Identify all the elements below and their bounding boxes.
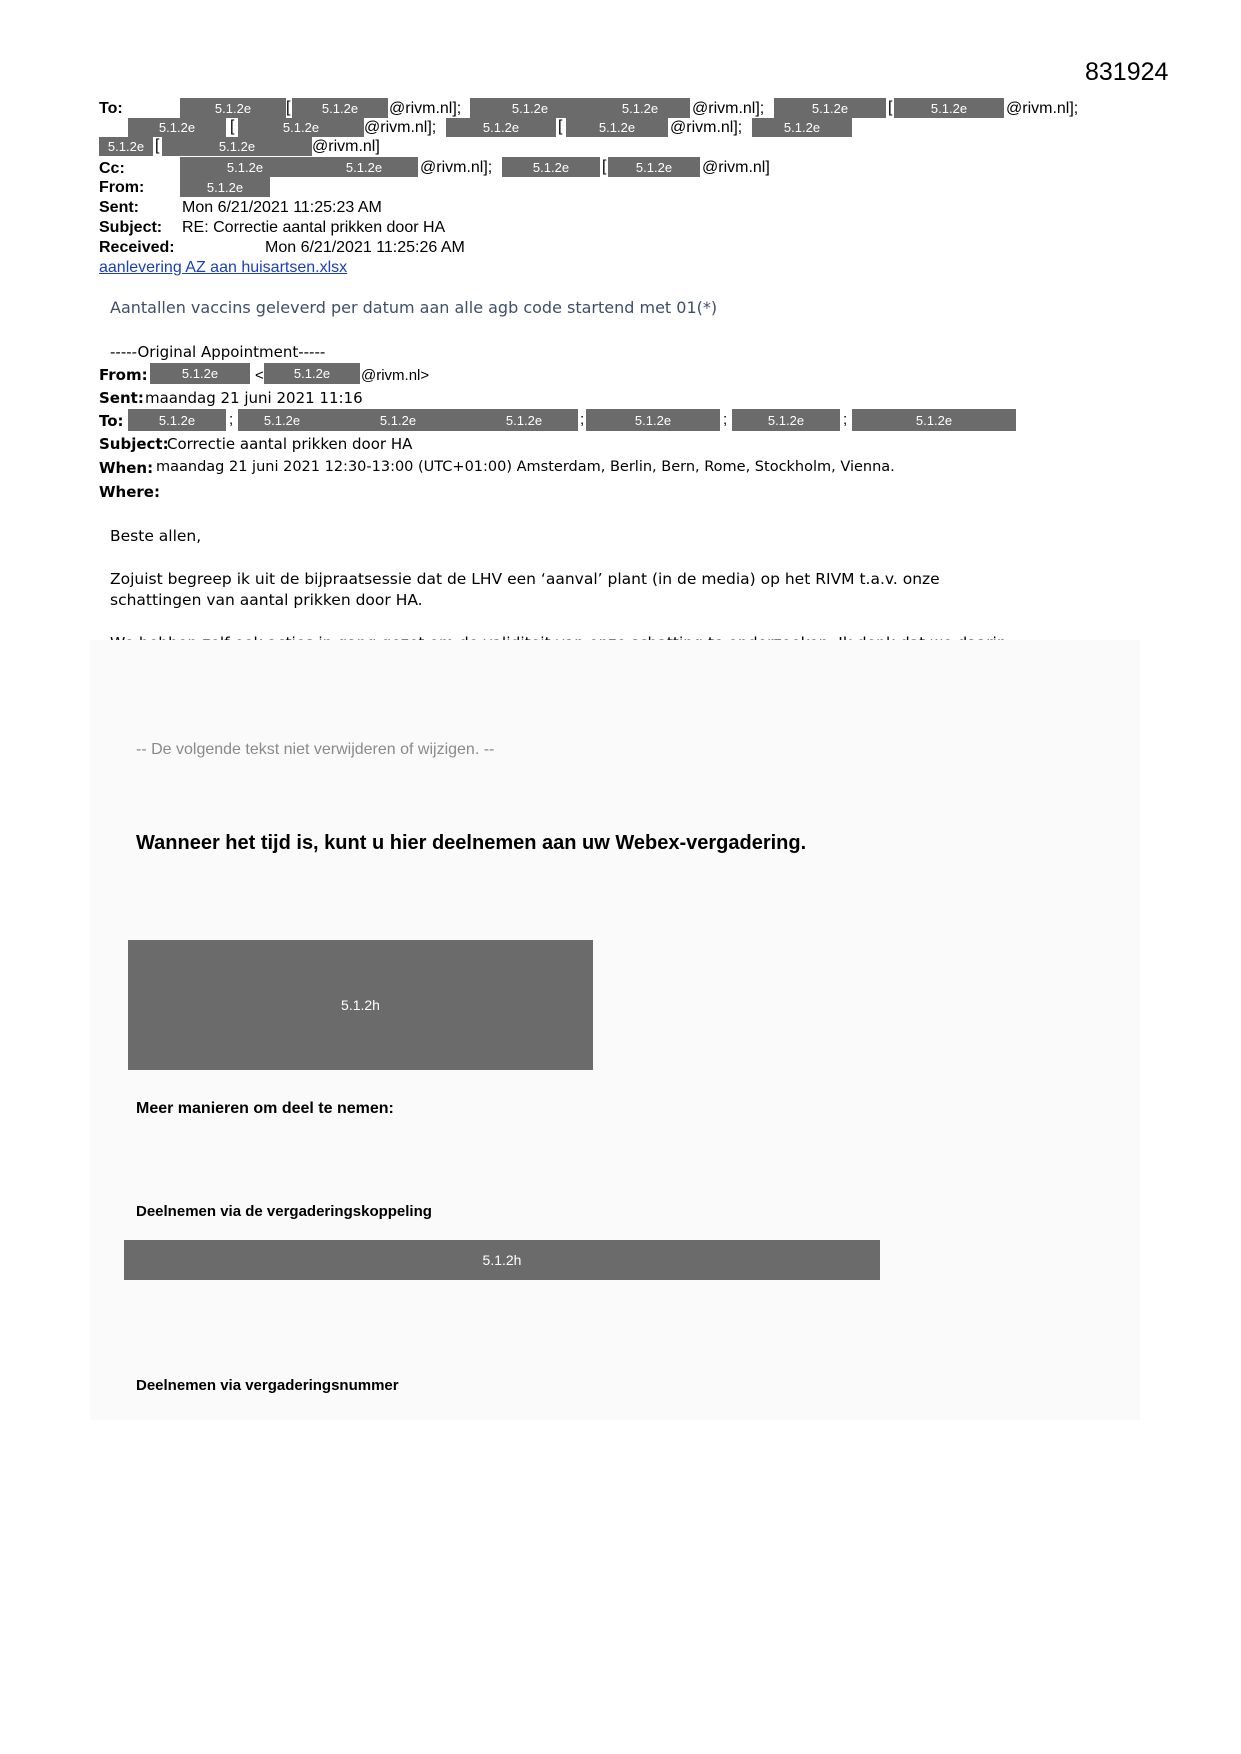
- bracket: [: [155, 137, 160, 154]
- redaction: 5.1.2e: [774, 98, 886, 118]
- redaction: 5.1.2e: [470, 98, 590, 118]
- join-via-number-label: Deelnemen via vergaderingsnummer: [136, 1377, 399, 1394]
- email-domain: @rivm.nl]: [702, 159, 770, 176]
- join-via-link-label: Deelnemen via de vergaderingskoppeling: [136, 1203, 432, 1220]
- redaction: 5.1.2e: [608, 157, 700, 177]
- email-domain: @rivm.nl];: [364, 119, 437, 136]
- redaction: 5.1.2e: [752, 118, 852, 137]
- semicolon: ;: [843, 411, 848, 428]
- attachment-link[interactable]: aanlevering AZ aan huisartsen.xlsx: [99, 259, 348, 276]
- redaction: 5.1.2e: [128, 409, 226, 431]
- more-ways-heading: Meer manieren om deel te nemen:: [136, 1100, 394, 1117]
- sent-value: Mon 6/21/2021 11:25:23 AM: [182, 199, 382, 216]
- email-domain: @rivm.nl];: [692, 100, 765, 117]
- redaction: 5.1.2e: [264, 363, 360, 384]
- subject-value: RE: Correctie aantal prikken door HA: [182, 219, 446, 236]
- orig-sent-value: maandag 21 juni 2021 11:16: [145, 389, 363, 407]
- redaction: 5.1.2e: [326, 409, 470, 431]
- orig-when-label: When:: [99, 459, 154, 477]
- do-not-edit-notice: -- De volgende tekst niet verwijderen of wijzigen. --: [136, 741, 495, 758]
- webex-heading: Wanneer het tijd is, kunt u hier deelnemen aan uw Webex-vergadering.: [136, 832, 807, 854]
- redaction: 5.1.2e: [238, 409, 326, 431]
- redacted-meeting-link: 5.1.2h: [124, 1240, 880, 1280]
- bracket: [: [888, 99, 893, 116]
- orig-when-value: maandag 21 juni 2021 12:30-13:00 (UTC+01:00) Amsterdam, Berlin, Bern, Rome, Stockholm, Vienna.: [156, 459, 895, 475]
- redaction: 5.1.2e: [590, 98, 690, 118]
- sent-label: Sent:: [99, 199, 139, 216]
- redaction: 5.1.2e: [162, 137, 312, 156]
- received-label: Received:: [99, 239, 175, 256]
- received-value: Mon 6/21/2021 11:25:26 AM: [265, 239, 465, 256]
- redaction: 5.1.2e: [238, 118, 364, 137]
- reply-text: Aantallen vaccins geleverd per datum aan alle agb code startend met 01(*): [110, 298, 718, 317]
- email-domain: @rivm.nl]: [312, 138, 380, 155]
- orig-where-label: Where:: [99, 483, 160, 501]
- redaction: 5.1.2e: [586, 409, 720, 431]
- email-domain: @rivm.nl];: [1006, 100, 1079, 117]
- to-label: To:: [99, 100, 123, 117]
- paragraph-1-line-1: Zojuist begreep ik uit de bijpraatsessie dat de LHV een ‘aanval’ plant (in de media) op het RIVM t.a.v. onze: [110, 570, 940, 588]
- redaction: 5.1.2e: [470, 409, 578, 431]
- redaction: 5.1.2e: [446, 118, 556, 137]
- bracket: [: [602, 158, 607, 175]
- orig-to-label: To:: [99, 412, 124, 430]
- bracket: [: [286, 99, 291, 116]
- email-domain: @rivm.nl];: [389, 100, 462, 117]
- orig-from-domain: @rivm.nl>: [361, 367, 430, 384]
- orig-from-label: From:: [99, 366, 148, 384]
- redaction: 5.1.2e: [150, 363, 250, 384]
- orig-sent-label: Sent:: [99, 389, 144, 407]
- redaction: 5.1.2e: [292, 98, 388, 118]
- redacted-join-button: 5.1.2h: [128, 940, 593, 1070]
- redaction: 5.1.2e: [852, 409, 1016, 431]
- semicolon: ;: [580, 411, 585, 428]
- greeting: Beste allen,: [110, 527, 202, 545]
- redaction: 5.1.2e: [180, 157, 310, 177]
- redaction: 5.1.2e: [732, 409, 840, 431]
- semicolon: ;: [723, 411, 728, 428]
- redaction: 5.1.2e: [566, 118, 668, 137]
- bracket: [: [230, 118, 235, 135]
- redaction: 5.1.2e: [180, 177, 270, 197]
- redaction: 5.1.2e: [180, 98, 286, 118]
- page-number: 831924: [1085, 58, 1169, 86]
- orig-subject-label: Subject:: [99, 435, 169, 453]
- cc-label: Cc:: [99, 160, 125, 177]
- original-title: -----Original Appointment-----: [110, 343, 326, 361]
- semicolon: ;: [229, 411, 234, 428]
- paragraph-1-line-2: schattingen van aantal prikken door HA.: [110, 591, 423, 609]
- redaction: 5.1.2e: [894, 98, 1004, 118]
- email-domain: @rivm.nl];: [670, 119, 743, 136]
- subject-label: Subject:: [99, 219, 163, 236]
- redaction: 5.1.2e: [502, 157, 600, 177]
- from-label: From:: [99, 179, 145, 196]
- redaction: 5.1.2e: [128, 118, 226, 137]
- orig-subject-value: Correctie aantal prikken door HA: [167, 435, 413, 453]
- redaction: 5.1.2e: [310, 157, 418, 177]
- redaction: 5.1.2e: [99, 137, 153, 156]
- bracket: [: [558, 118, 563, 135]
- email-domain: @rivm.nl];: [420, 159, 493, 176]
- orig-from-lt: <: [255, 367, 264, 384]
